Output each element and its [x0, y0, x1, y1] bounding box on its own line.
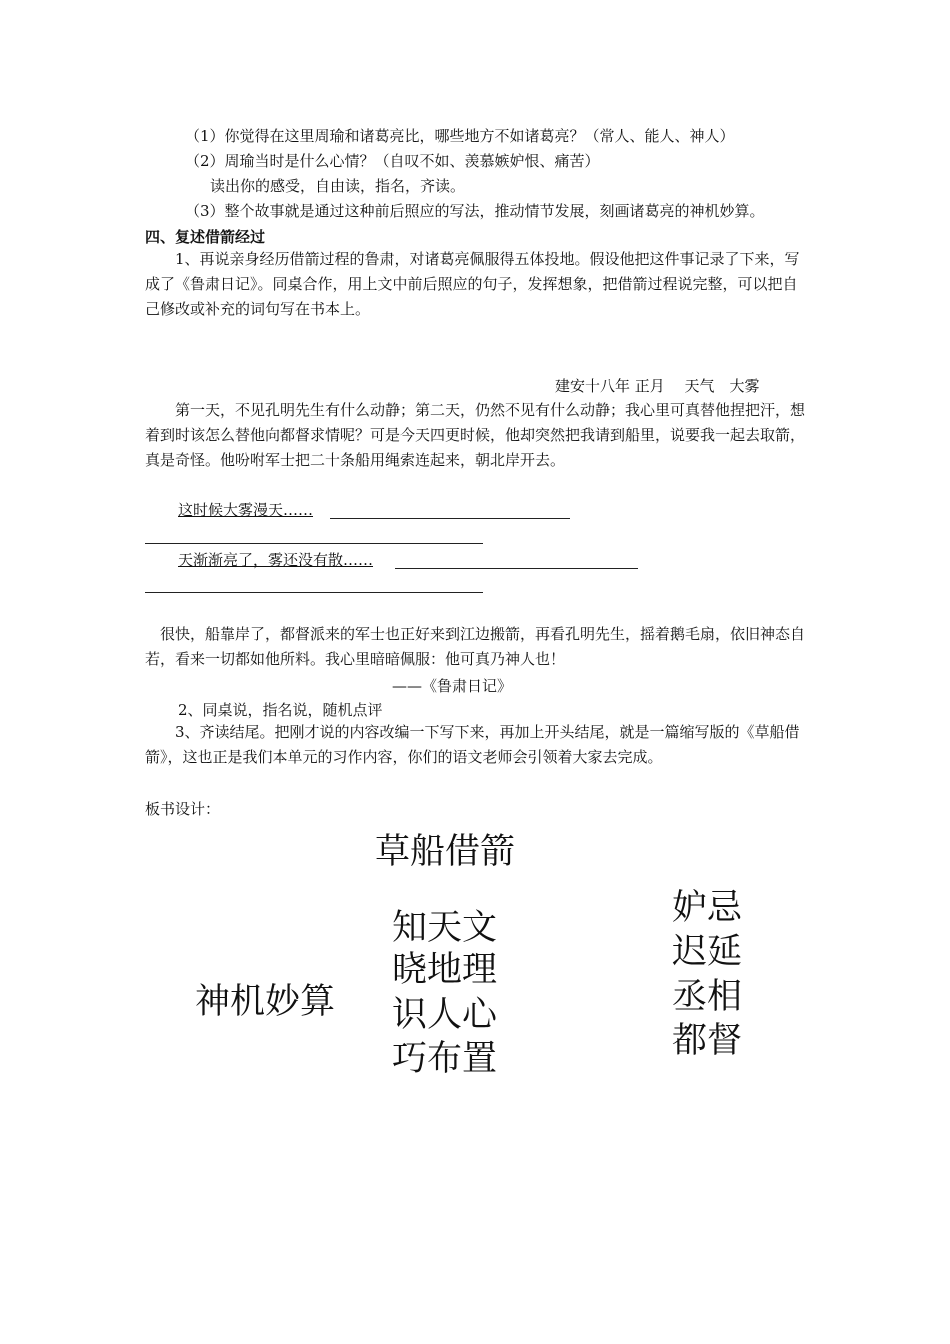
board-title: 草船借箭	[375, 832, 516, 872]
question-3: （3）整个故事就是通过这种前后照应的写法，推动情节发展，刻画诸葛亮的神机妙算。	[185, 202, 765, 220]
answer-line	[145, 543, 483, 544]
answer-line	[330, 518, 570, 519]
answer-line	[145, 592, 483, 593]
board-right-item: 丞相	[672, 977, 743, 1017]
step-1-paragraph: 1、再说亲身经历借箭过程的鲁肃，对诸葛亮佩服得五体投地。假设他把这件事记录了下来，写成了《鲁肃日记》。同桌合作，用上文中前后照应的句子，发挥想象，把借箭过程说完整，可以把自己修改或补充的词句写在书本上。	[145, 250, 800, 318]
board-middle-item: 知天文	[392, 908, 498, 948]
step-3-paragraph: 3、齐读结尾。把刚才说的内容改编一下写下来，再加上开头结尾，就是一篇缩写版的《草船借箭》，这也正是我们本单元的习作内容，你们的语文老师会引领着大家去完成。	[145, 723, 800, 766]
diary-paragraph-1: 第一天，不见孔明先生有什么动静；第二天，仍然不见有什么动静；我心里可真替他捏把汗，想着到时该怎么替他向都督求情呢？可是今天四更时候，他却突然把我请到船里，说要我一起去取箭，真是奇怪。他吩咐军士把二十条船用绳索连起来，朝北岸开去。	[145, 401, 806, 469]
diary-signature: ——《鲁肃日记》	[392, 677, 513, 695]
question-2-reading: 读出你的感受，自由读，指名，齐读。	[210, 177, 466, 195]
section-4-heading: 四、复述借箭经过	[145, 228, 266, 246]
question-2: （2）周瑜当时是什么心情？（自叹不如、羡慕嫉妒恨、痛苦）	[185, 152, 600, 170]
board-right-item: 都督	[672, 1021, 743, 1061]
board-middle-item: 晓地理	[392, 950, 498, 990]
board-middle-item: 巧布置	[392, 1039, 498, 1079]
board-design-label: 板书设计：	[145, 800, 221, 818]
board-middle-item: 识人心	[392, 995, 498, 1035]
step-2: 2、同桌说，指名说，随机点评	[178, 701, 383, 719]
diary-date-weather: 建安十八年 正月 天气 大雾	[555, 377, 760, 395]
blank-line-dawn-prompt: 天渐渐亮了，雾还没有散……	[178, 551, 374, 569]
board-right-item: 妒忌	[672, 888, 743, 928]
question-1: （1）你觉得在这里周瑜和诸葛亮比，哪些地方不如诸葛亮？（常人、能人、神人）	[185, 127, 735, 145]
answer-line	[395, 568, 638, 569]
diary-paragraph-3: 很快，船靠岸了，都督派来的军士也正好来到江边搬箭，再看孔明先生，摇着鹅毛扇，依旧神态自若，看来一切都如他所料。我心里暗暗佩服：他可真乃神人也！	[145, 625, 806, 668]
board-right-item: 迟延	[672, 932, 743, 972]
blank-line-fog-prompt: 这时候大雾漫天……	[178, 501, 314, 519]
board-left-theme: 神机妙算	[195, 982, 336, 1022]
